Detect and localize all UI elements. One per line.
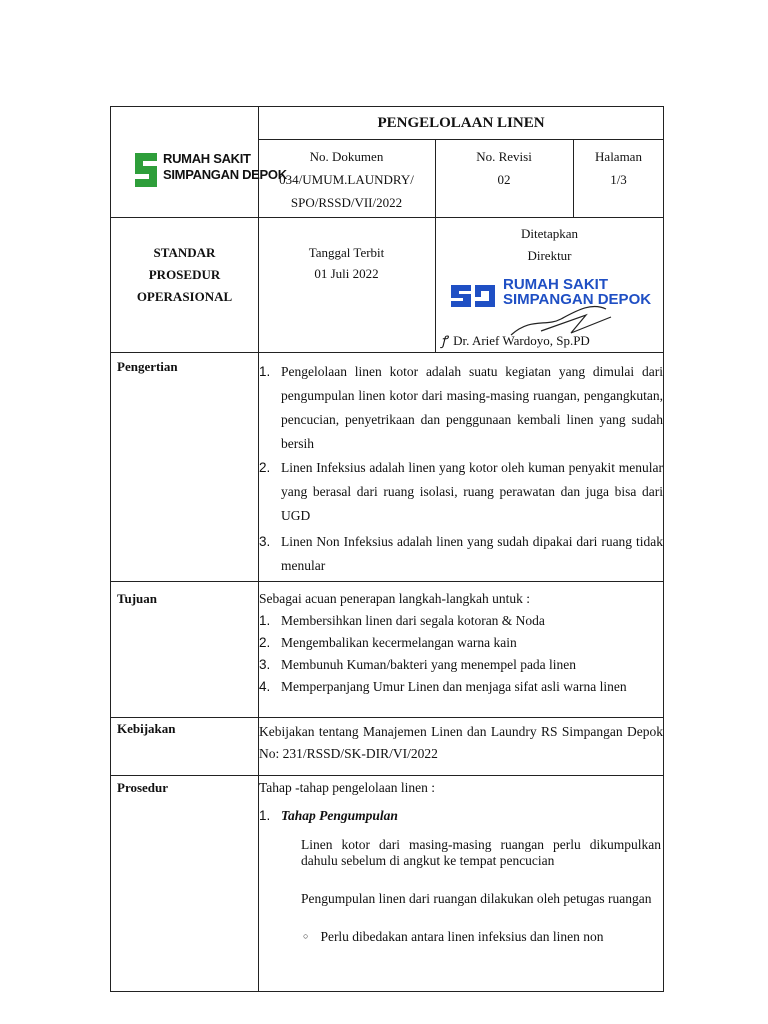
divider bbox=[111, 217, 664, 218]
item-number: 2. bbox=[259, 460, 271, 475]
section-label-pengertian: Pengertian bbox=[117, 359, 178, 374]
section-label-tujuan: Tujuan bbox=[117, 591, 157, 606]
revision-value: 02 bbox=[497, 172, 511, 187]
item-number: 1. bbox=[259, 613, 271, 628]
item-number: 3. bbox=[259, 657, 271, 672]
tujuan-item-4 bbox=[259, 679, 663, 695]
pengertian-item-2 bbox=[259, 456, 663, 528]
approval-label: Ditetapkan bbox=[520, 226, 579, 241]
page-cell bbox=[573, 145, 664, 191]
item-text: Memperpanjang Umur Linen dan menjaga sifat asli warna linen bbox=[281, 679, 627, 694]
divider bbox=[111, 581, 664, 582]
tujuan-item-3 bbox=[259, 657, 663, 673]
sop-document bbox=[110, 106, 664, 992]
item-text: Membersihkan linen dari segala kotoran & Noda bbox=[281, 613, 545, 628]
revision-cell bbox=[435, 145, 573, 191]
page-value: 1/3 bbox=[610, 172, 627, 187]
divider bbox=[258, 139, 664, 140]
revision-label: No. Revisi bbox=[476, 149, 532, 164]
prosedur-paragraph-2: Pengumpulan linen dari ruangan dilakukan oleh petugas ruangan bbox=[301, 891, 652, 906]
signer-name-text: Dr. Arief Wardoyo, Sp.PD bbox=[453, 333, 590, 348]
page-label: Halaman bbox=[595, 149, 642, 164]
stamp-logo-icon bbox=[449, 281, 499, 311]
approval-cell bbox=[435, 223, 664, 267]
section-label-prosedur: Prosedur bbox=[117, 780, 169, 795]
prosedur-paragraph-1: Linen kotor dari masing-masing ruangan perlu dikumpulkan dahulu sebelum di angkut ke tempat pencucian bbox=[301, 837, 661, 868]
logo-text-line2: SIMPANGAN DEPOK bbox=[163, 167, 287, 182]
issue-date-cell bbox=[258, 242, 435, 284]
sop-label-line1: STANDAR bbox=[153, 245, 216, 260]
pengertian-item-3 bbox=[259, 530, 663, 578]
signer-name: ꝭ Dr. Arief Wardoyo, Sp.PD bbox=[441, 333, 590, 348]
tujuan-item-2 bbox=[259, 635, 663, 651]
item-text: Pengelolaan linen kotor adalah suatu kegiatan yang dimulai dari pengumpulan linen kotor dari masing-masing ruangan, pengangkutan, pencucian, penyetrikaan dan penggunaan kembali linen yang sudah bersih bbox=[281, 364, 663, 451]
divider bbox=[111, 352, 664, 353]
item-number: 4. bbox=[259, 679, 271, 694]
tujuan-intro: Sebagai acuan penerapan langkah-langkah untuk : bbox=[259, 591, 531, 606]
item-number: 1. bbox=[259, 364, 271, 379]
stamp-text-line2: SIMPANGAN DEPOK bbox=[503, 291, 652, 308]
item-text: Membunuh Kuman/bakteri yang menempel pada linen bbox=[281, 657, 577, 672]
prosedur-intro: Tahap -tahap pengelolaan linen : bbox=[259, 780, 435, 795]
prosedur-bullet bbox=[303, 928, 663, 945]
doc-number-line2: SPO/RSSD/VII/2022 bbox=[290, 195, 403, 210]
item-number: 3. bbox=[259, 534, 271, 549]
item-text: Mengembalikan kecermelangan warna kain bbox=[281, 635, 517, 650]
divider bbox=[258, 107, 259, 352]
logo-text-line1: RUMAH SAKIT bbox=[163, 151, 251, 166]
step-title: Tahap Pengumpulan bbox=[281, 808, 398, 823]
pengertian-item-1 bbox=[259, 360, 663, 456]
doc-number-cell bbox=[258, 145, 435, 214]
kebijakan-text: Kebijakan tentang Manajemen Linen dan Laundry RS Simpangan Depok No: 231/RSSD/SK-DIR/VI/2022 bbox=[259, 724, 663, 761]
tujuan-item-1 bbox=[259, 613, 663, 629]
item-number: 2. bbox=[259, 635, 271, 650]
item-text: Linen Infeksius adalah linen yang kotor oleh kuman penyakit menular yang berasal dari ruang isolasi, ruang perawatan dan juga bisa dari UGD bbox=[281, 460, 663, 523]
approval-role: Direktur bbox=[527, 248, 572, 263]
sop-label-line3: OPERASIONAL bbox=[136, 289, 233, 304]
doc-number-label: No. Dokumen bbox=[309, 149, 384, 164]
section-label-kebijakan: Kebijakan bbox=[117, 721, 176, 736]
document-title: PENGELOLAAN LINEN bbox=[377, 115, 545, 131]
divider bbox=[111, 717, 664, 718]
divider bbox=[111, 775, 664, 776]
issue-date-label: Tanggal Terbit bbox=[308, 245, 385, 260]
bullet-circle-icon: ○ bbox=[303, 931, 309, 941]
item-text: Linen Non Infeksius adalah linen yang sudah dipakai dari ruang tidak menular bbox=[281, 534, 663, 573]
hospital-logo bbox=[131, 147, 287, 197]
bullet-text: Perlu dibedakan antara linen infeksius dan linen non bbox=[320, 929, 604, 944]
sop-label bbox=[111, 242, 258, 308]
prosedur-step-1 bbox=[259, 808, 663, 824]
step-number: 1. bbox=[259, 808, 271, 823]
sop-label-line2: PROSEDUR bbox=[148, 267, 221, 282]
stamp-text-line1: RUMAH SAKIT bbox=[503, 276, 608, 293]
hospital-logo-icon bbox=[131, 149, 161, 191]
doc-number-line1: 034/UMUM.LAUNDRY/ bbox=[279, 172, 414, 187]
issue-date-value: 01 Juli 2022 bbox=[314, 266, 379, 281]
